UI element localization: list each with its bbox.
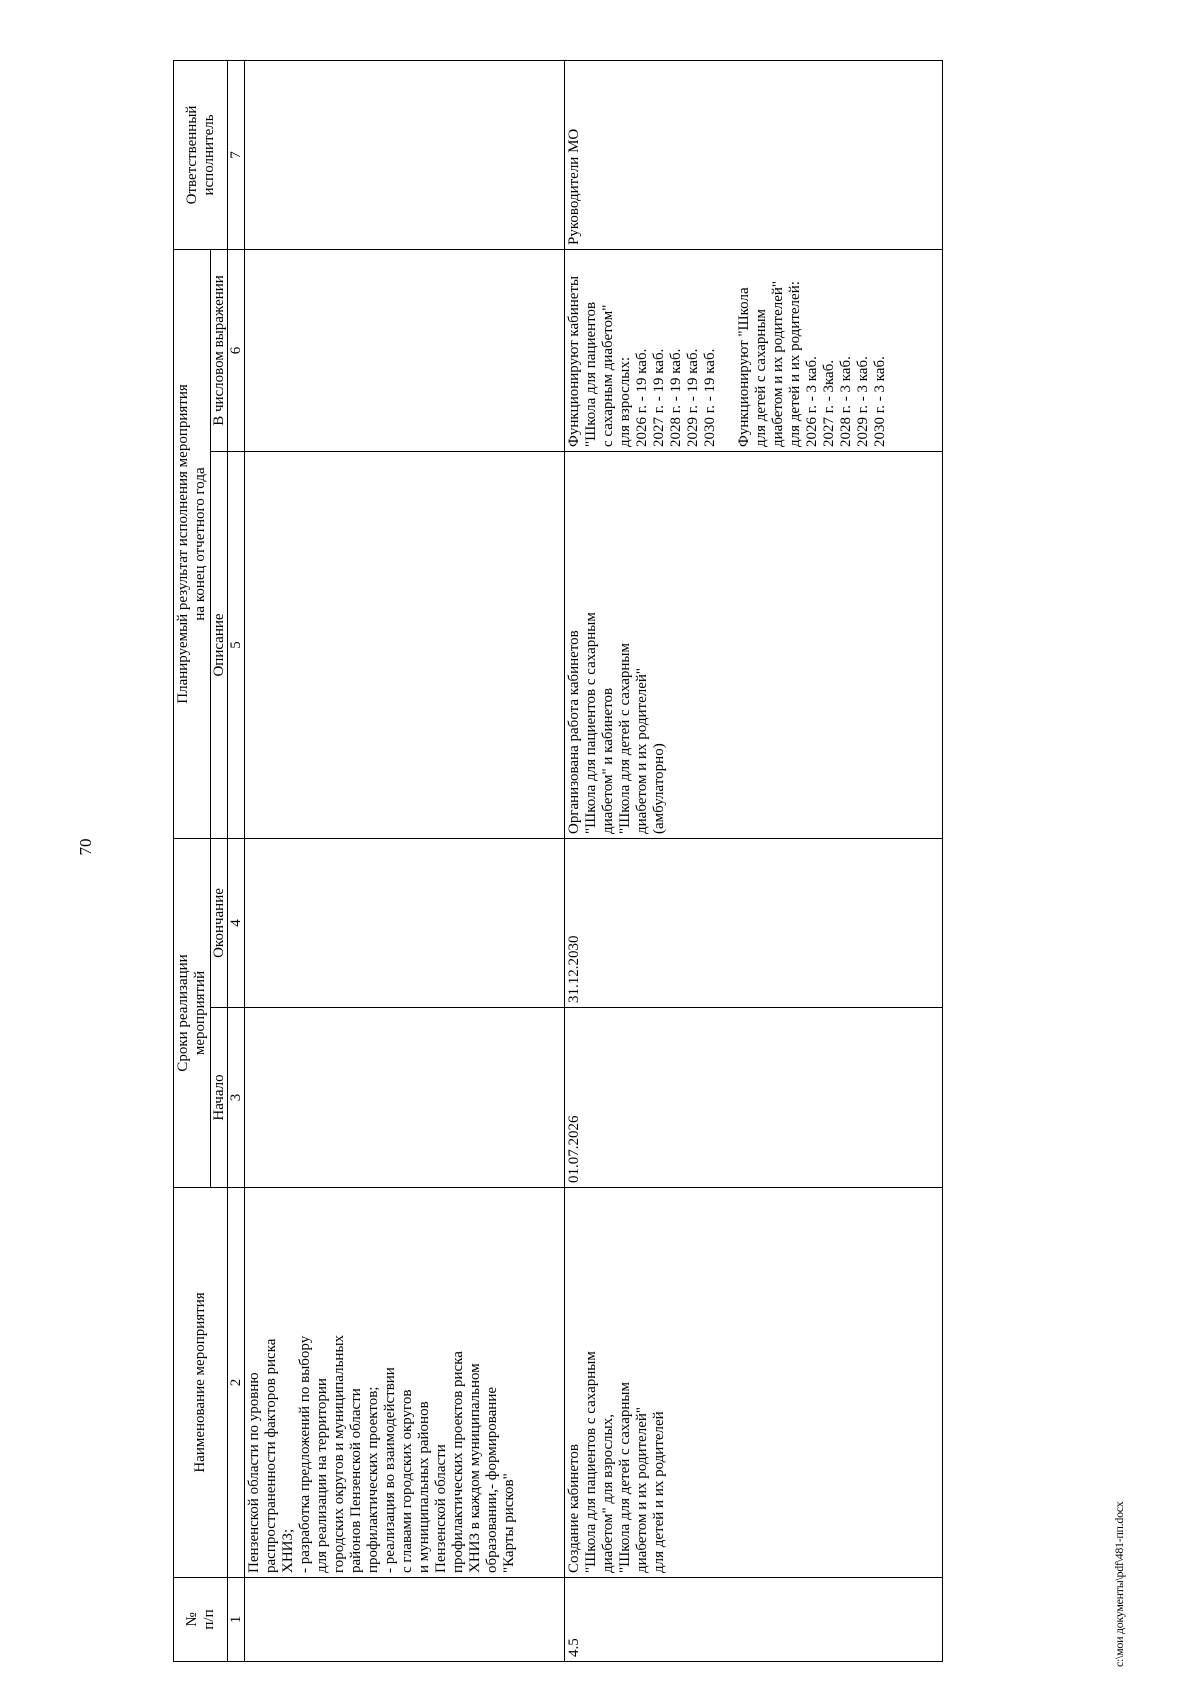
result-description: Организована работа кабинетов "Школа для пациентов с сахарным диабетом" и кабинетов "Школа для детей с сахарным диабетом и их родителей" (амбулаторно): [565, 451, 943, 838]
header-terms: Сроки реализации мероприятий: [174, 838, 211, 1187]
header-result: Планируемый результат исполнения мероприятия на конец отчетного года: [174, 249, 211, 838]
measure-name: Создание кабинетов "Школа для пациентов с сахарным диабетом" для взрослых, "Школа для детей с сахарным диабетом и их родителей" для детей и их родителей: [565, 1188, 943, 1578]
numeric-spacer: [719, 254, 736, 447]
column-number: 4: [228, 838, 245, 1007]
column-number: 6: [228, 249, 245, 451]
start-date: [245, 1008, 565, 1188]
column-number: 5: [228, 451, 245, 838]
result-numeric: [565, 249, 943, 451]
header-responsible: Ответственный исполнитель: [174, 60, 228, 249]
result-numeric: [245, 249, 565, 451]
row-number: 4.5: [565, 1578, 943, 1662]
header-name: Наименование мероприятия: [174, 1188, 228, 1578]
start-date: 01.07.2026: [565, 1008, 943, 1188]
header-end: Окончание: [211, 838, 228, 1007]
header-no: № п/п: [174, 1578, 228, 1662]
column-number-row: [228, 60, 245, 1661]
result-description: [245, 451, 565, 838]
column-number: 3: [228, 1008, 245, 1188]
result-numeric-adults: Функционируют кабинеты "Школа для пациентов с сахарным диабетом" для взрослых: 2026 г. - 19 каб. 2027 г. - 19 каб. 2028 г. - 19 каб. 2029 г. - 19 каб. 2030 г. - 19 каб.: [566, 275, 718, 447]
end-date: [245, 838, 565, 1007]
header-numeric: В числовом выражении: [211, 249, 228, 451]
header-description: Описание: [211, 451, 228, 838]
page-number: 70: [76, 838, 95, 856]
plan-table: [173, 60, 943, 1662]
footer-file-path: c:\мои документы\pdf\481-пп.docx: [1112, 1501, 1126, 1667]
column-number: 1: [228, 1578, 245, 1662]
table-row: [565, 60, 943, 1661]
table-row: [245, 60, 565, 1661]
column-number: 7: [228, 60, 245, 249]
row-number: [245, 1578, 565, 1662]
header-start: Начало: [211, 1008, 228, 1188]
column-number: 2: [228, 1188, 245, 1578]
end-date: 31.12.2030: [565, 838, 943, 1007]
responsible: Руководители МО: [565, 60, 943, 249]
result-numeric-children: Функционируют "Школа для детей с сахарным диабетом и их родителей" для детей и их родителей: 2026 г. - 3 каб. 2027 г. - 3каб. 2028 г. - 3 каб. 2029 г. - 3 каб. 2030 г. - 3 каб.: [736, 280, 888, 447]
measure-name: Пензенской области по уровню распространенности факторов риска ХНИЗ; - разработка предложений по выбору для реализации на территории городских округов и муниципальных районов Пензенской области профилактических проектов; - реализация во взаимодействии с главами городских округов и муниципальных районов Пензенской области профилактических проектов риска ХНИЗ в каждом муниципальном образовании,- формирование "Карты рисков": [245, 1188, 565, 1578]
responsible: [245, 60, 565, 249]
header-row: [174, 60, 211, 1661]
